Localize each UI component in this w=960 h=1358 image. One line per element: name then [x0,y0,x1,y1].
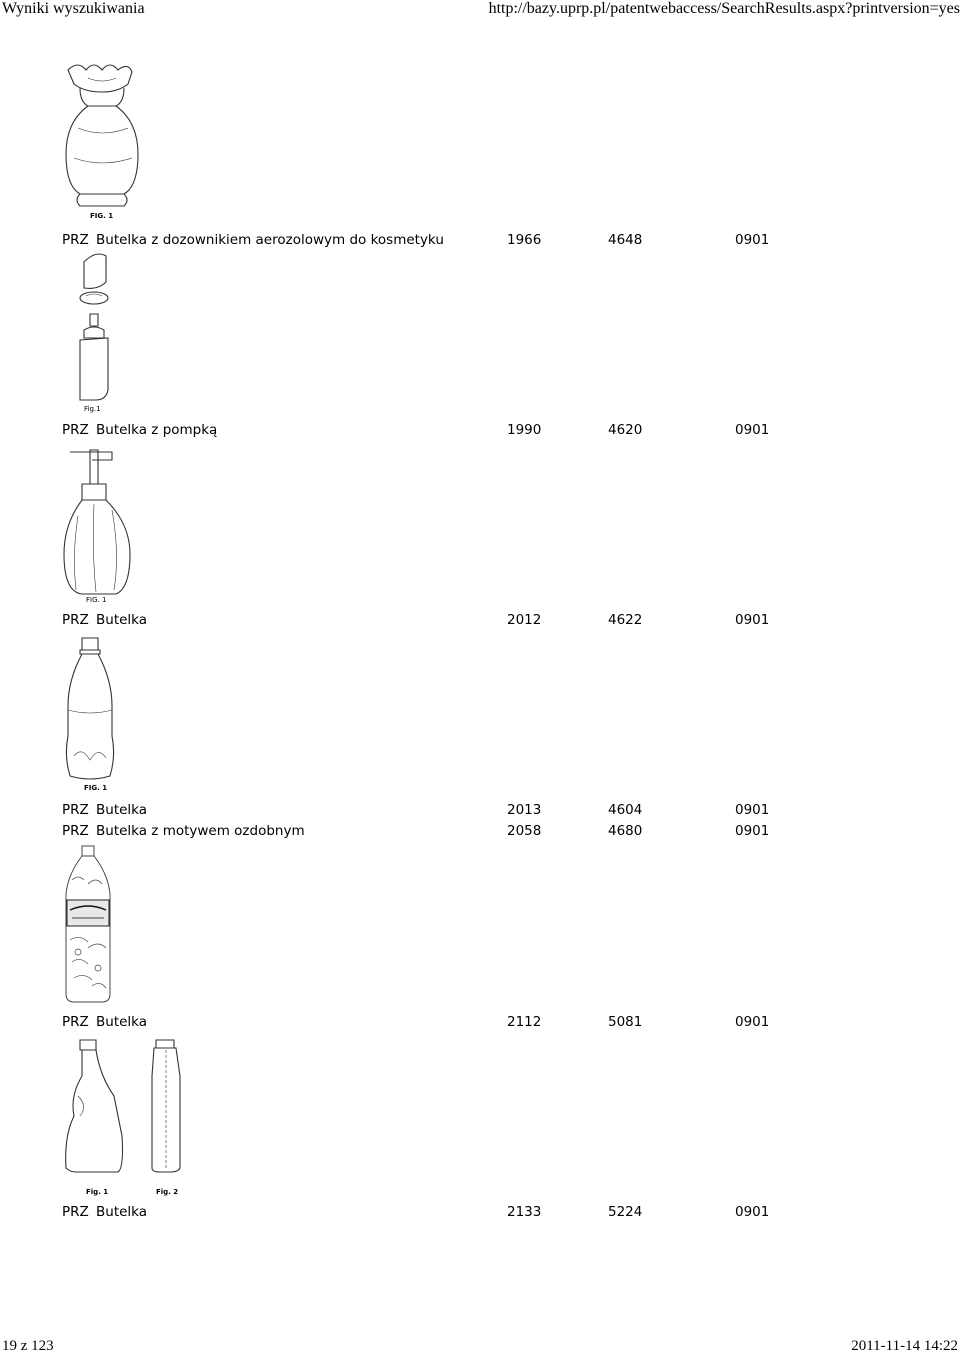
result-type: PRZ [62,823,89,839]
result-year: 2058 [507,823,542,839]
result-year: 2133 [507,1204,542,1220]
result-type: PRZ [62,612,89,628]
result-class: 0901 [735,612,770,628]
result-row-2[interactable] [0,422,960,440]
result-class: 0901 [735,232,770,248]
result-row-4[interactable] [0,802,960,820]
result-title: Butelka [96,802,148,818]
result-row-7[interactable] [0,1204,960,1222]
result-row-5[interactable] [0,823,960,841]
result-class: 0901 [735,1014,770,1030]
bottle-drawing-2 [72,250,122,415]
result-type: PRZ [62,232,89,248]
result-class: 0901 [735,823,770,839]
print-header [0,0,960,20]
page-counter: 19 z 123 [2,1338,54,1354]
result-title: Butelka z motywem ozdobnym [96,823,305,839]
result-year: 2012 [507,612,542,628]
result-class: 0901 [735,1204,770,1220]
result-type: PRZ [62,1014,89,1030]
figure-caption-6a: Fig. 1 [86,1188,109,1196]
print-footer [0,1338,960,1358]
result-number: 4680 [608,823,643,839]
result-title: Butelka z dozownikiem aerozolowym do kosmetyku [96,232,444,248]
bottle-drawing-5 [58,844,118,1006]
result-class: 0901 [735,422,770,438]
result-year: 2013 [507,802,542,818]
result-type: PRZ [62,802,89,818]
result-title: Butelka [96,1204,148,1220]
result-title: Butelka [96,612,148,628]
result-row-6[interactable] [0,1014,960,1032]
result-row-3[interactable] [0,612,960,630]
result-number: 4648 [608,232,643,248]
result-year: 2112 [507,1014,542,1030]
bottle-drawing-4 [60,636,120,794]
print-datetime: 2011-11-14 14:22 [851,1338,958,1354]
page-title: Wyniki wyszukiwania [2,0,145,17]
page-url: http://bazy.uprp.pl/patentwebaccess/SearchResults.aspx?printversion=yes [488,0,960,17]
result-year: 1966 [507,232,542,248]
result-number: 4604 [608,802,643,818]
result-title: Butelka z pompką [96,422,218,438]
bottle-drawing-3 [58,444,138,606]
figure-caption-2: Fig.1 [84,405,101,413]
result-number: 5081 [608,1014,643,1030]
result-number: 5224 [608,1204,643,1220]
result-type: PRZ [62,1204,89,1220]
result-year: 1990 [507,422,542,438]
figure-caption-6b: Fig. 2 [156,1188,179,1196]
result-row-1[interactable] [0,232,960,250]
bottle-drawing-1 [58,58,148,228]
figure-caption-1: FIG. 1 [90,212,114,220]
bottle-drawing-6 [60,1036,190,1196]
result-number: 4620 [608,422,643,438]
figure-caption-3: FIG. 1 [86,596,107,604]
result-title: Butelka [96,1014,148,1030]
result-type: PRZ [62,422,89,438]
result-class: 0901 [735,802,770,818]
figure-caption-4: FIG. 1 [84,784,108,792]
result-number: 4622 [608,612,643,628]
